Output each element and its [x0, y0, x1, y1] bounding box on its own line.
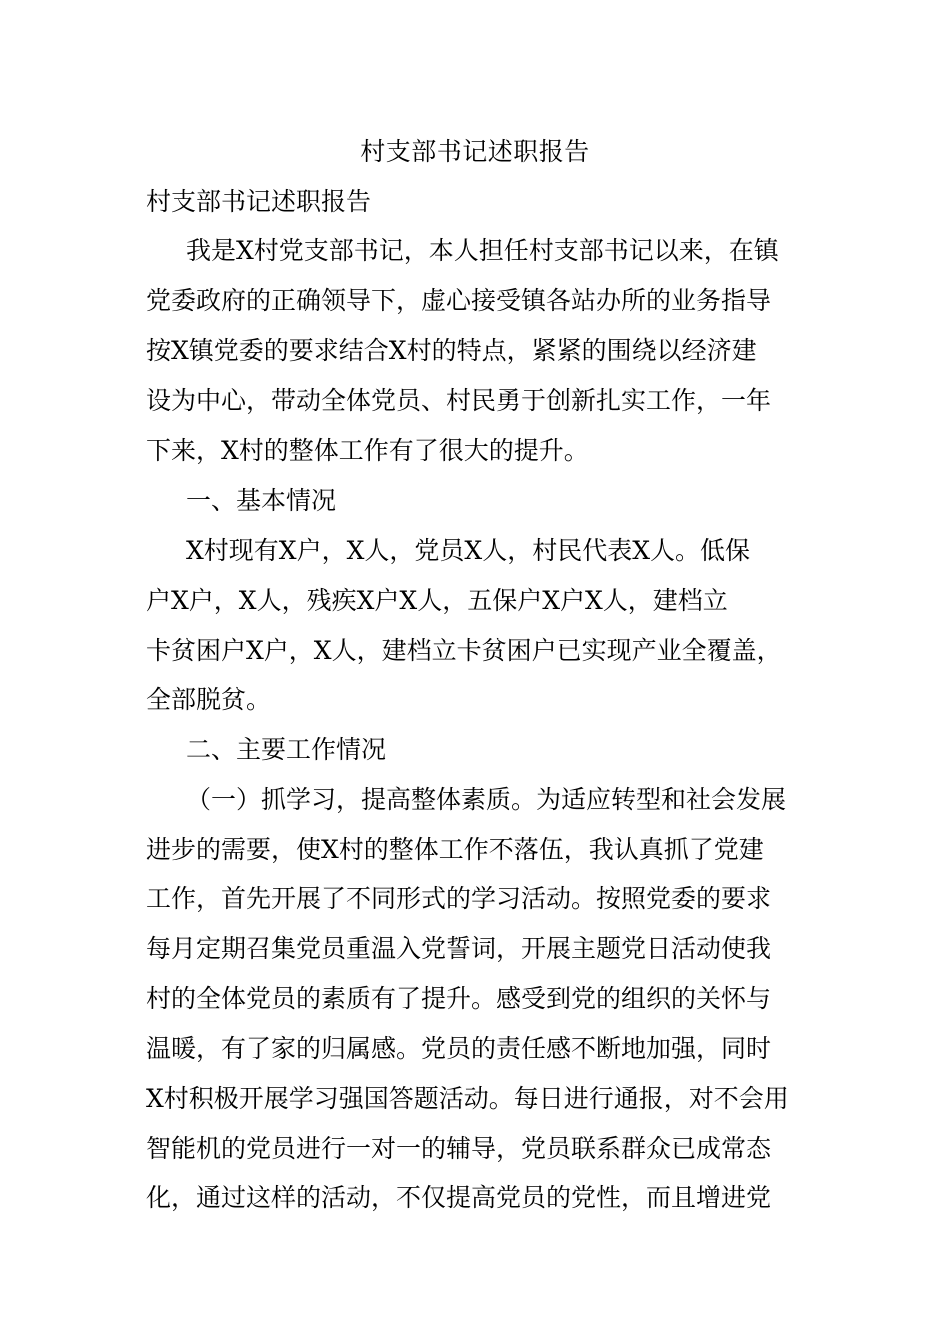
paragraph-line: 智能机的党员进行一对一的辅导，党员联系群众已成常态 — [146, 1134, 772, 1163]
subtitle-line: 村支部书记述职报告 — [146, 187, 372, 216]
document-title: 村支部书记述职报告 — [360, 137, 590, 166]
paragraph-line: X村积极开展学习强国答题活动。每日进行通报，对不会用 — [146, 1084, 789, 1113]
paragraph-line: 按X镇党委的要求结合X村的特点，紧紧的围绕以经济建 — [146, 336, 757, 365]
section-heading: 一、基本情况 — [186, 486, 337, 515]
paragraph-line: 工作，首先开展了不同形式的学习活动。按照党委的要求 — [146, 884, 772, 913]
paragraph-line: 全部脱贫。 — [146, 685, 272, 714]
paragraph-line: 每月定期召集党员重温入党誓词，开展主题党日活动使我 — [146, 934, 772, 963]
paragraph-line: 设为中心，带动全体党员、村民勇于创新扎实工作，一年 — [146, 386, 772, 415]
paragraph-line: 下来，X村的整体工作有了很大的提升。 — [146, 436, 589, 465]
paragraph-line: 村的全体党员的素质有了提升。感受到党的组织的关怀与 — [146, 984, 772, 1013]
paragraph-line: 户X户，X人，残疾X户X人，五保户X户X人，建档立 — [146, 586, 728, 615]
paragraph-line: 我是X村党支部书记，本人担任村支部书记以来，在镇 — [186, 236, 779, 265]
paragraph-line: 化，通过这样的活动，不仅提高党员的党性，而且增进党 — [146, 1183, 772, 1212]
paragraph-line: 温暖，有了家的归属感。党员的责任感不断地加强，同时 — [146, 1034, 772, 1063]
paragraph-line: 卡贫困户X户，X人，建档立卡贫困户已实现产业全覆盖， — [146, 636, 782, 665]
paragraph-line: X村现有X户，X人，党员X人，村民代表X人。低保 — [186, 536, 750, 565]
section-heading: 二、主要工作情况 — [186, 735, 387, 764]
paragraph-line: 进步的需要，使X村的整体工作不落伍，我认真抓了党建 — [146, 835, 764, 864]
paragraph-line: （一）抓学习，提高整体素质。为适应转型和社会发展 — [186, 785, 787, 814]
paragraph-line: 党委政府的正确领导下，虚心接受镇各站办所的业务指导 — [146, 286, 772, 315]
